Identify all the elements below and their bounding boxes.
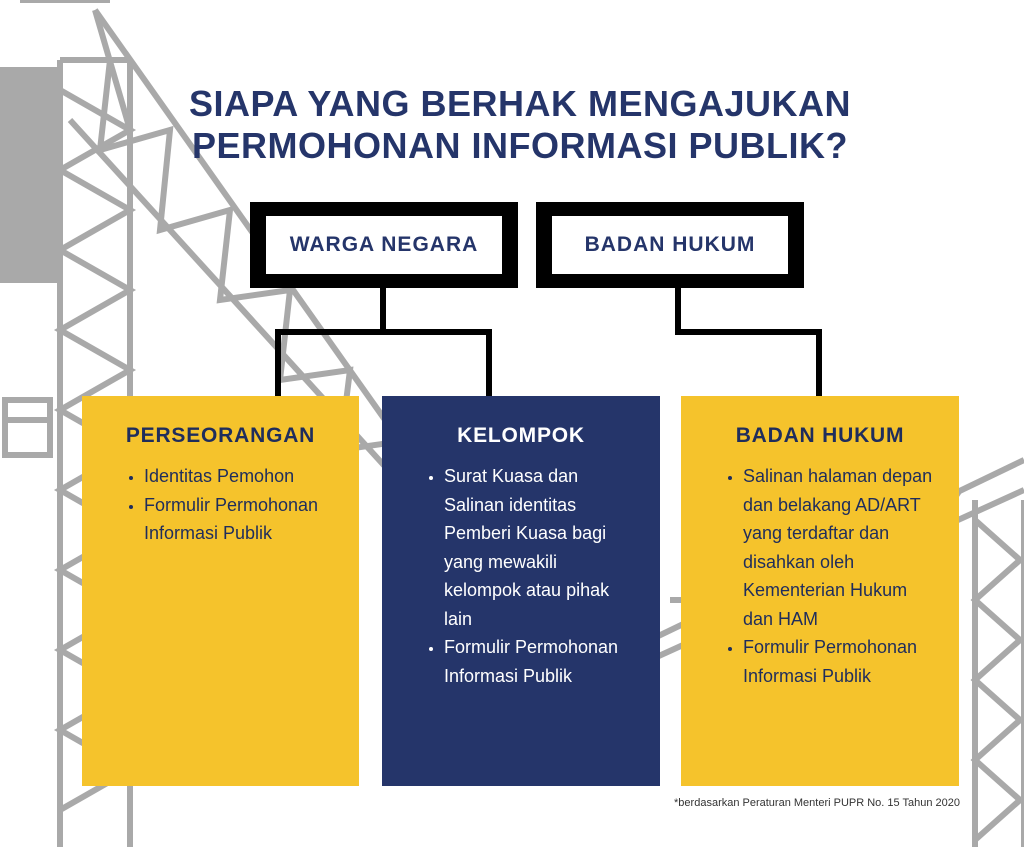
page-title-line-2: PERMOHONAN INFORMASI PUBLIK? bbox=[192, 125, 848, 166]
requirements-list-perseorangan bbox=[122, 462, 335, 548]
category-label-badan-hukum: BADAN HUKUM bbox=[552, 216, 788, 274]
card-heading-perseorangan: PERSEORANGAN bbox=[125, 424, 316, 447]
card-kelompok bbox=[382, 396, 660, 786]
list-item: • Formulir Permohonan Informasi Publik bbox=[743, 633, 935, 690]
footnote: *berdasarkan Peraturan Menteri PUPR No. 15 Tahun 2020 bbox=[674, 797, 960, 809]
requirements-list-badan-hukum bbox=[721, 462, 935, 690]
page-title-line-1: SIAPA YANG BERHAK MENGAJUKAN bbox=[188, 83, 852, 124]
requirements-list-kelompok bbox=[422, 462, 636, 690]
card-badan-hukum bbox=[681, 396, 959, 786]
list-item: • Surat Kuasa dan Salinan identitas Pemberi Kuasa bagi yang mewakili kelompok atau pihak lain bbox=[444, 462, 636, 633]
card-heading-badan-hukum: BADAN HUKUM bbox=[735, 424, 905, 447]
list-item: • Salinan halaman depan dan belakang AD/ART yang terdaftar dan disahkan oleh Kementerian Hukum dan HAM bbox=[743, 462, 935, 633]
category-label-warga-negara: WARGA NEGARA bbox=[266, 216, 502, 274]
list-item: • Formulir Permohonan Informasi Publik bbox=[444, 633, 636, 690]
list-item: • Formulir Permohonan Informasi Publik bbox=[144, 491, 335, 548]
list-item: • Identitas Pemohon bbox=[144, 462, 335, 491]
card-heading-kelompok: KELOMPOK bbox=[457, 424, 585, 447]
connector-badan-hukum bbox=[678, 288, 819, 396]
connector-warga-negara bbox=[278, 288, 489, 396]
card-perseorangan bbox=[82, 396, 359, 786]
